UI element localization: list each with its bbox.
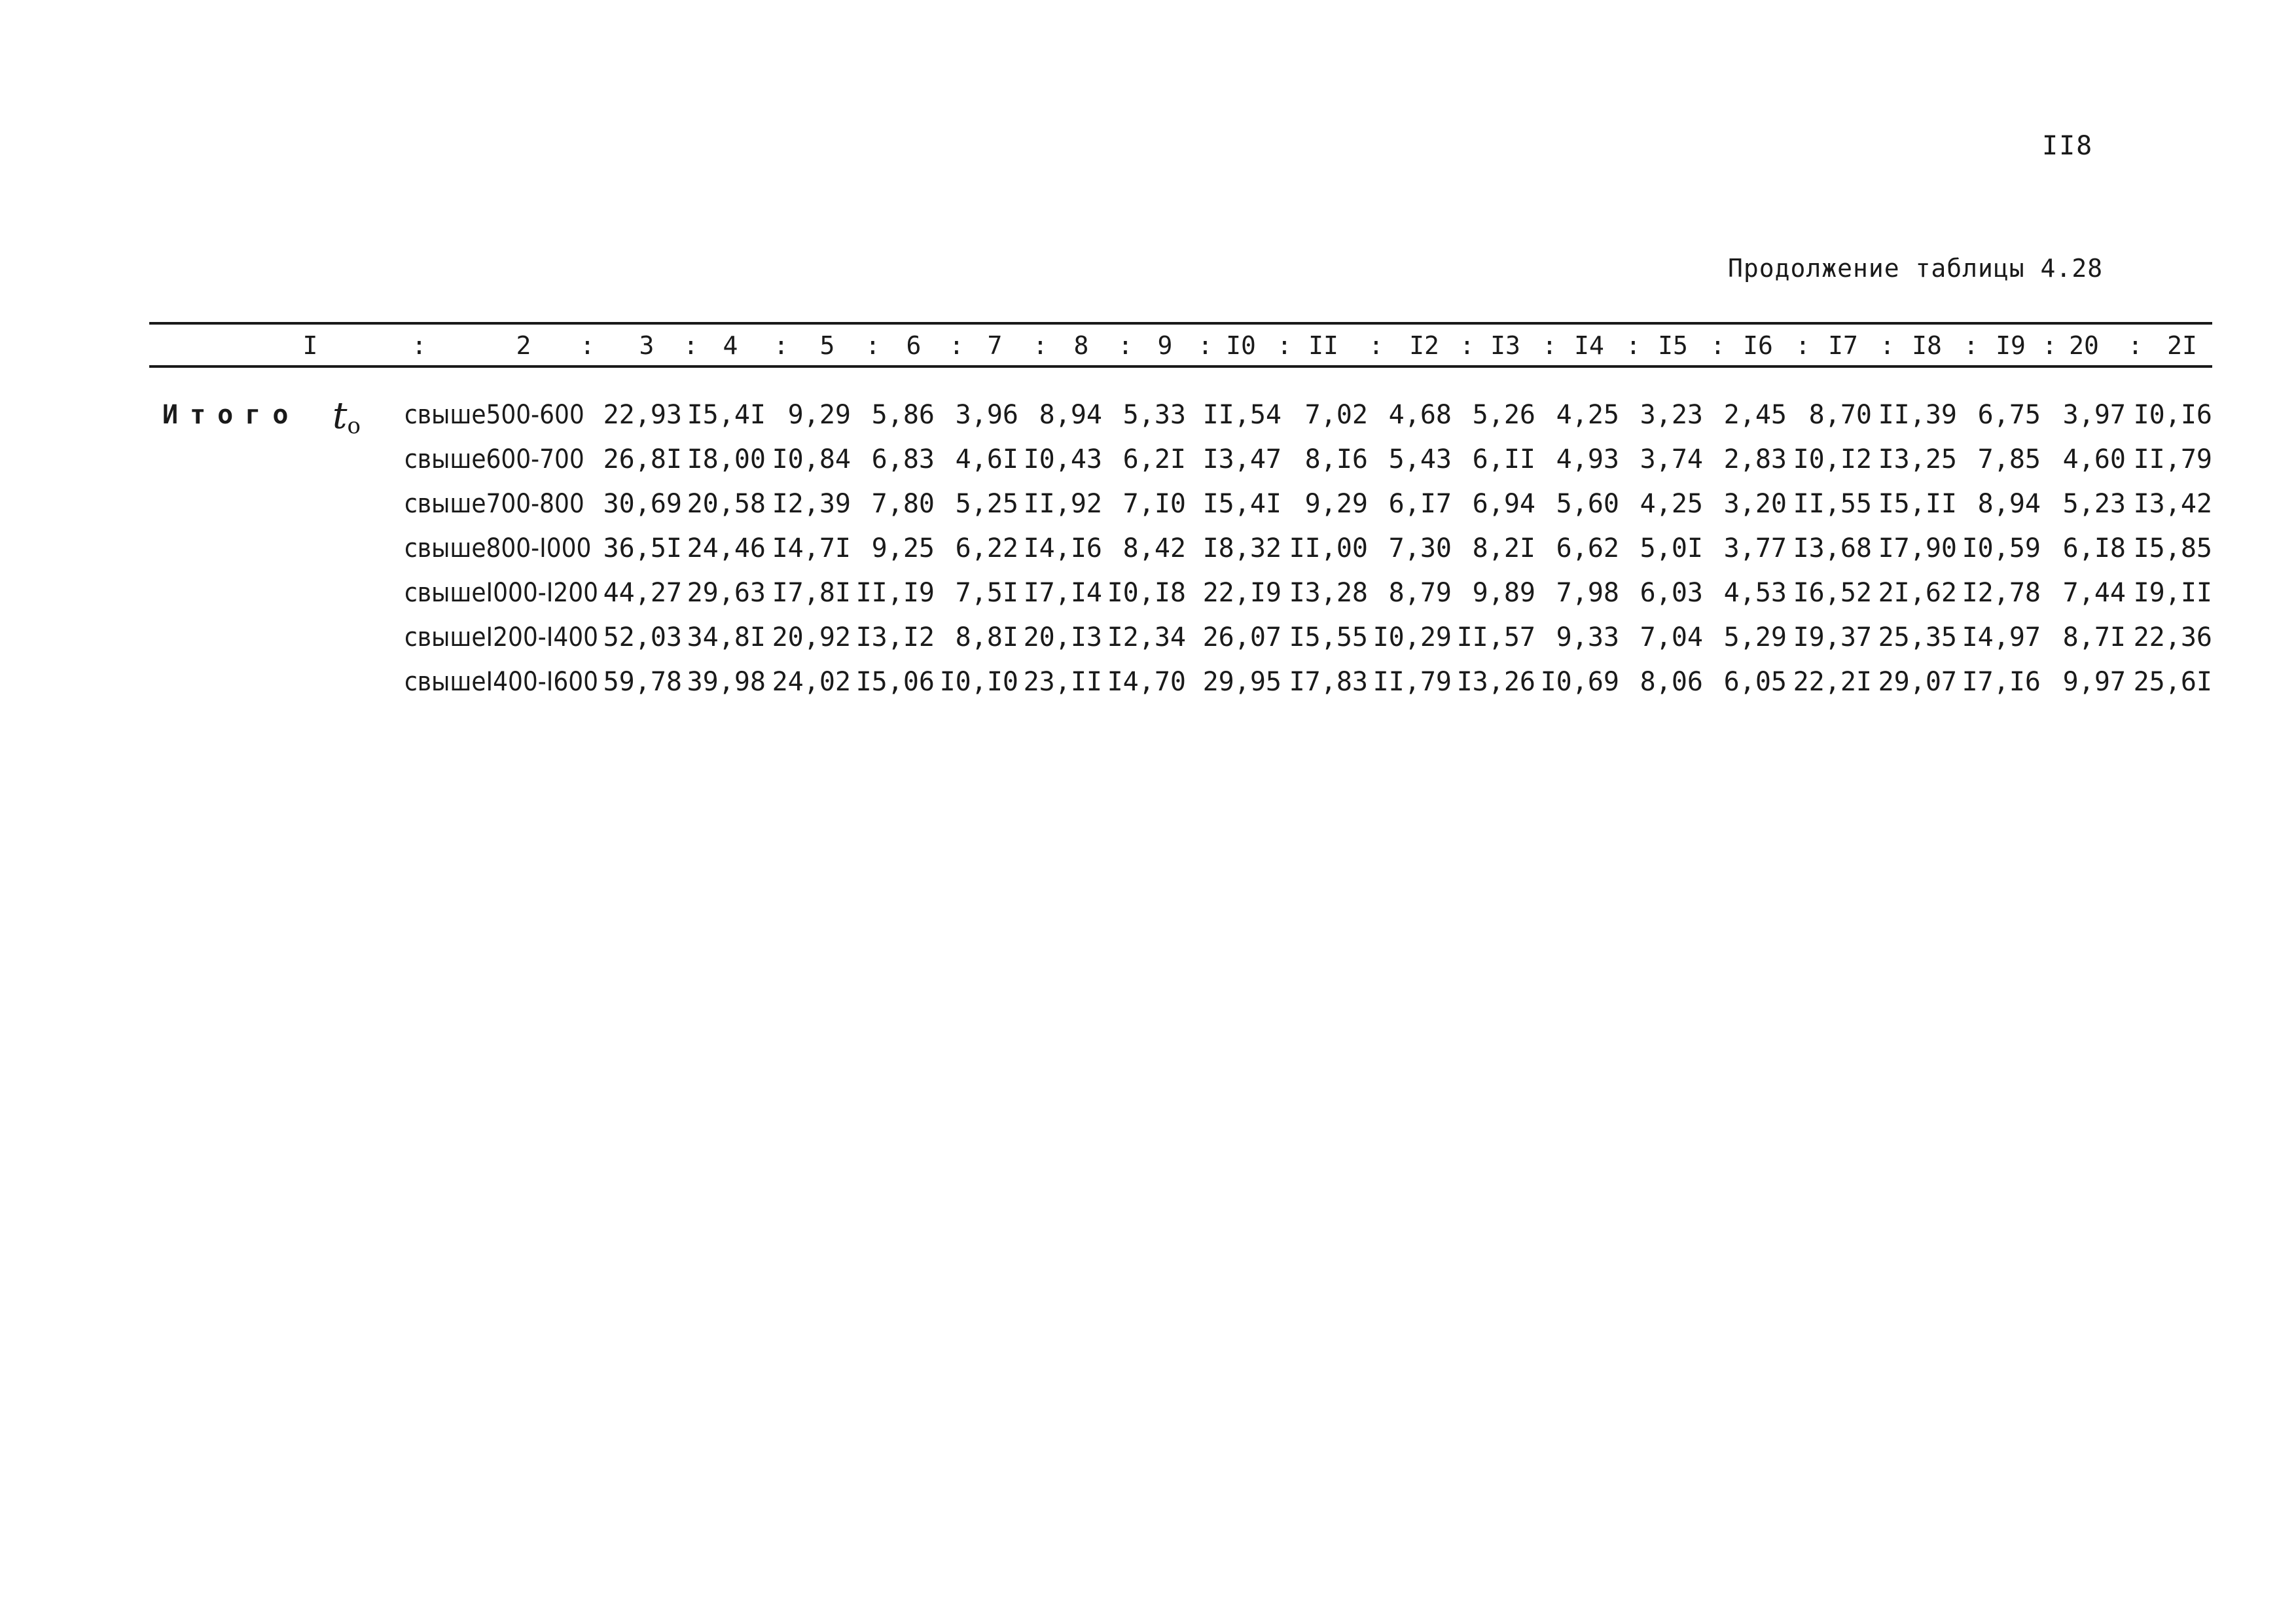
table-cell: 4,93 xyxy=(1556,444,1619,474)
table-cell: 7,5I xyxy=(955,578,1018,608)
table-cell: I5,4I xyxy=(687,400,766,430)
table-cell: 3,23 xyxy=(1640,400,1703,430)
header-separator: : xyxy=(1118,331,1133,360)
table-cell: I3,I2 xyxy=(855,622,935,652)
table-cell: I6,52 xyxy=(1793,578,1872,608)
table-cell: 25,6I xyxy=(2133,667,2212,697)
table-cell: 7,04 xyxy=(1640,622,1703,652)
table-cell: I4,97 xyxy=(1962,622,2041,652)
header-cell: I2 xyxy=(1409,331,1439,360)
table-cell: I0,69 xyxy=(1540,667,1619,697)
table-cell: 9,29 xyxy=(787,400,851,430)
table-cell: II,00 xyxy=(1289,533,1368,563)
table-cell: 6,83 xyxy=(871,444,935,474)
table-cell: I2,39 xyxy=(772,489,851,519)
header-separator: : xyxy=(580,331,595,360)
table-cell: I3,28 xyxy=(1289,578,1368,608)
table-cell: I5,06 xyxy=(855,667,935,697)
table-cell: 8,94 xyxy=(1977,489,2041,519)
table-cell: I3,42 xyxy=(2133,489,2212,519)
row-label: свышеI000-I200 xyxy=(404,578,599,608)
table-cell: 5,33 xyxy=(1122,400,1186,430)
table-cell: 6,I8 xyxy=(2062,533,2126,563)
table-cell: 2,45 xyxy=(1723,400,1787,430)
table-cell: 7,98 xyxy=(1556,578,1619,608)
table-cell: 39,98 xyxy=(687,667,766,697)
table-cell: II,79 xyxy=(1372,667,1452,697)
table-cell: 4,25 xyxy=(1556,400,1619,430)
table-cell: 8,94 xyxy=(1039,400,1102,430)
table-cell: 3,20 xyxy=(1723,489,1787,519)
table-cell: 6,22 xyxy=(955,533,1018,563)
table-cell: 34,8I xyxy=(687,622,766,652)
header-cell: I7 xyxy=(1828,331,1858,360)
table-cell: I7,8I xyxy=(772,578,851,608)
header-cell: I9 xyxy=(1996,331,2026,360)
table-cell: 5,29 xyxy=(1723,622,1787,652)
header-separator: : xyxy=(1542,331,1557,360)
header-cell: I0 xyxy=(1226,331,1256,360)
header-row xyxy=(0,327,2296,364)
table-cell: 3,77 xyxy=(1723,533,1787,563)
table-cell: 5,23 xyxy=(2062,489,2126,519)
header-cell: I3 xyxy=(1490,331,1520,360)
header-separator: : xyxy=(949,331,964,360)
table-cell: 20,92 xyxy=(772,622,851,652)
table-cell: II,79 xyxy=(2133,444,2212,474)
table-cell: I0,I0 xyxy=(939,667,1018,697)
table-cell: I5,85 xyxy=(2133,533,2212,563)
table-cell: 2I,62 xyxy=(1878,578,1957,608)
table-cell: I8,00 xyxy=(687,444,766,474)
table-cell: 8,79 xyxy=(1388,578,1452,608)
table-cell: I0,I2 xyxy=(1793,444,1872,474)
table-cell: 4,68 xyxy=(1388,400,1452,430)
table-cell: 52,03 xyxy=(603,622,682,652)
row-label: свыше500-600 xyxy=(404,400,584,430)
table-cell: 24,46 xyxy=(687,533,766,563)
table-cell: I9,37 xyxy=(1793,622,1872,652)
table-cell: 7,I0 xyxy=(1122,489,1186,519)
header-cell: I xyxy=(302,331,318,360)
table-cell: 23,II xyxy=(1023,667,1102,697)
table-cell: I5,II xyxy=(1878,489,1957,519)
table-cell: II,55 xyxy=(1793,489,1872,519)
table-cell: 29,63 xyxy=(687,578,766,608)
table-cell: 36,5I xyxy=(603,533,682,563)
table-cell: I3,25 xyxy=(1878,444,1957,474)
page-number: II8 xyxy=(2042,131,2094,161)
header-cell: 4 xyxy=(723,331,738,360)
table-cell: II,92 xyxy=(1023,489,1102,519)
table-row xyxy=(0,571,2296,615)
table-cell: 2,83 xyxy=(1723,444,1787,474)
header-separator: : xyxy=(1710,331,1725,360)
table-top-rule xyxy=(149,322,2212,325)
table-cell: I0,84 xyxy=(772,444,851,474)
table-cell: I2,34 xyxy=(1107,622,1186,652)
table-cell: 26,07 xyxy=(1202,622,1282,652)
table-cell: II,I9 xyxy=(855,578,935,608)
table-cell: I4,7I xyxy=(772,533,851,563)
table-cell: 8,7I xyxy=(2062,622,2126,652)
table-cell: 6,75 xyxy=(1977,400,2041,430)
table-cell: 22,93 xyxy=(603,400,682,430)
table-cell: 9,89 xyxy=(1472,578,1535,608)
header-cell: 9 xyxy=(1157,331,1173,360)
header-cell: I5 xyxy=(1658,331,1688,360)
header-separator: : xyxy=(1277,331,1292,360)
table-cell: 8,42 xyxy=(1122,533,1186,563)
header-separator: : xyxy=(1626,331,1641,360)
table-cell: I5,55 xyxy=(1289,622,1368,652)
table-cell: 9,25 xyxy=(871,533,935,563)
table-cell: I7,I4 xyxy=(1023,578,1102,608)
table-cell: 22,I9 xyxy=(1202,578,1282,608)
header-separator: : xyxy=(1198,331,1213,360)
table-cell: 6,03 xyxy=(1640,578,1703,608)
table-row xyxy=(0,437,2296,482)
table-cell: I7,90 xyxy=(1878,533,1957,563)
header-cell: 20 xyxy=(2069,331,2099,360)
header-separator: : xyxy=(2128,331,2143,360)
table-header-rule xyxy=(149,365,2212,368)
table-cell: 6,2I xyxy=(1122,444,1186,474)
header-cell: 2I xyxy=(2167,331,2197,360)
header-cell: I6 xyxy=(1743,331,1773,360)
table-cell: 5,86 xyxy=(871,400,935,430)
table-cell: 7,44 xyxy=(2062,578,2126,608)
table-cell: 20,I3 xyxy=(1023,622,1102,652)
table-cell: I7,83 xyxy=(1289,667,1368,697)
header-separator: : xyxy=(1033,331,1048,360)
table-row xyxy=(0,615,2296,660)
table-cell: 5,0I xyxy=(1640,533,1703,563)
table-cell: I4,70 xyxy=(1107,667,1186,697)
table-cell: I3,26 xyxy=(1456,667,1535,697)
table-cell: 4,53 xyxy=(1723,578,1787,608)
table-cell: 8,I6 xyxy=(1304,444,1368,474)
table-cell: I3,68 xyxy=(1793,533,1872,563)
header-cell: 2 xyxy=(516,331,531,360)
table-cell: II,54 xyxy=(1202,400,1282,430)
header-separator: : xyxy=(774,331,789,360)
table-cell: 22,2I xyxy=(1793,667,1872,697)
row-label: свышеI200-I400 xyxy=(404,622,599,652)
table-cell: 9,29 xyxy=(1304,489,1368,519)
table-row xyxy=(0,393,2296,437)
table-cell: 6,62 xyxy=(1556,533,1619,563)
table-cell: 9,97 xyxy=(2062,667,2126,697)
row-label: свыше700-800 xyxy=(404,489,584,519)
table-cell: 9,33 xyxy=(1556,622,1619,652)
header-cell: 3 xyxy=(639,331,655,360)
table-cell: 6,II xyxy=(1472,444,1535,474)
header-cell: I4 xyxy=(1574,331,1604,360)
table-cell: 7,02 xyxy=(1304,400,1368,430)
table-row xyxy=(0,526,2296,571)
table-cell: I0,43 xyxy=(1023,444,1102,474)
table-cell: I0,I6 xyxy=(2133,400,2212,430)
header-separator: : xyxy=(1460,331,1475,360)
header-separator: : xyxy=(2042,331,2057,360)
table-cell: 22,36 xyxy=(2133,622,2212,652)
group-label: Итого xyxy=(162,400,300,430)
header-separator: : xyxy=(865,331,880,360)
row-label: свыше600-700 xyxy=(404,444,584,474)
table-cell: I0,I8 xyxy=(1107,578,1186,608)
header-cell: 7 xyxy=(987,331,1003,360)
header-cell: I8 xyxy=(1912,331,1942,360)
table-cell: 6,94 xyxy=(1472,489,1535,519)
header-cell: 8 xyxy=(1073,331,1089,360)
table-cell: 8,8I xyxy=(955,622,1018,652)
table-cell: II,39 xyxy=(1878,400,1957,430)
header-separator: : xyxy=(1880,331,1895,360)
group-symbol: $t_o$ xyxy=(332,395,361,439)
table-cell: 59,78 xyxy=(603,667,682,697)
table-cell: 8,2I xyxy=(1472,533,1535,563)
table-cell: 30,69 xyxy=(603,489,682,519)
header-separator: : xyxy=(1369,331,1384,360)
table-cell: I2,78 xyxy=(1962,578,2041,608)
table-cell: 4,6I xyxy=(955,444,1018,474)
table-cell: 5,43 xyxy=(1388,444,1452,474)
header-cell: II xyxy=(1308,331,1338,360)
table-cell: 6,I7 xyxy=(1388,489,1452,519)
table-cell: 5,26 xyxy=(1472,400,1535,430)
header-cell: 6 xyxy=(906,331,922,360)
table-cell: 8,06 xyxy=(1640,667,1703,697)
table-cell: 5,25 xyxy=(955,489,1018,519)
header-separator: : xyxy=(1964,331,1979,360)
table-cell: 26,8I xyxy=(603,444,682,474)
header-cell: 5 xyxy=(819,331,835,360)
table-cell: 3,74 xyxy=(1640,444,1703,474)
row-label: свышеI400-I600 xyxy=(404,667,599,697)
table-cell: 4,25 xyxy=(1640,489,1703,519)
table-cell: I4,I6 xyxy=(1023,533,1102,563)
table-cell: 7,85 xyxy=(1977,444,2041,474)
header-separator: : xyxy=(1795,331,1810,360)
table-cell: 3,97 xyxy=(2062,400,2126,430)
header-separator: : xyxy=(683,331,698,360)
table-cell: 44,27 xyxy=(603,578,682,608)
table-cell: II,57 xyxy=(1456,622,1535,652)
table-cell: I9,II xyxy=(2133,578,2212,608)
table-cell: I0,59 xyxy=(1962,533,2041,563)
row-label: свыше800-I000 xyxy=(404,533,592,563)
table-cell: I3,47 xyxy=(1202,444,1282,474)
table-cell: 25,35 xyxy=(1878,622,1957,652)
table-cell: 7,80 xyxy=(871,489,935,519)
table-row xyxy=(0,660,2296,704)
table-cell: I0,29 xyxy=(1372,622,1452,652)
table-cell: 20,58 xyxy=(687,489,766,519)
table-row xyxy=(0,482,2296,526)
table-cell: 7,30 xyxy=(1388,533,1452,563)
table-cell: 24,02 xyxy=(772,667,851,697)
table-cell: I7,I6 xyxy=(1962,667,2041,697)
table-cell: 29,95 xyxy=(1202,667,1282,697)
table-cell: 29,07 xyxy=(1878,667,1957,697)
table-cell: I8,32 xyxy=(1202,533,1282,563)
table-cell: 6,05 xyxy=(1723,667,1787,697)
table-cell: I5,4I xyxy=(1202,489,1282,519)
table-cell: 4,60 xyxy=(2062,444,2126,474)
table-cell: 5,60 xyxy=(1556,489,1619,519)
table-cell: 8,70 xyxy=(1808,400,1872,430)
table-continuation-title: Продолжение таблицы 4.28 xyxy=(1728,254,2104,283)
table-cell: 3,96 xyxy=(955,400,1018,430)
header-separator: : xyxy=(412,331,427,360)
